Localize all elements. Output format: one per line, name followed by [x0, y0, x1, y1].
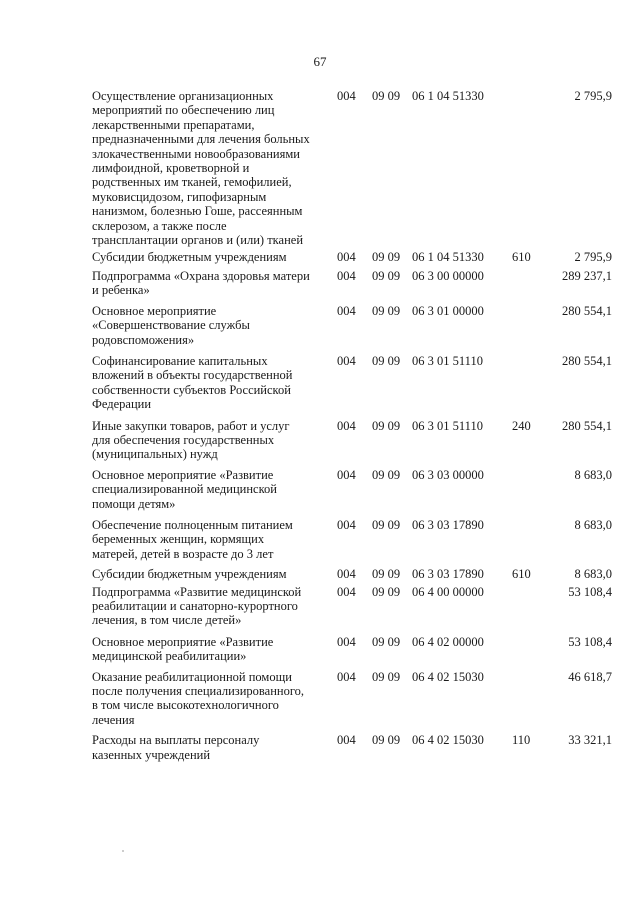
ministry-code: 004 — [337, 733, 356, 748]
section-code: 09 09 — [372, 634, 401, 649]
table-row — [92, 269, 612, 298]
section-code: 09 09 — [372, 584, 401, 599]
item-name: Обеспечение полноценным питанием беременных женщин, кормящих матерей, детей в возрасте до 3 лет — [92, 517, 293, 561]
section-code: 09 09 — [372, 517, 401, 532]
table-row — [92, 250, 612, 264]
amount: 46 618,7 — [568, 669, 612, 684]
item-name: Основное мероприятие «Развитие медицинской реабилитации» — [92, 634, 274, 664]
section-code: 09 09 — [372, 567, 401, 582]
ministry-code: 004 — [337, 634, 356, 649]
table-row — [92, 585, 612, 628]
amount: 53 108,4 — [568, 584, 612, 599]
program-code: 06 3 01 00000 — [412, 303, 484, 318]
amount: 8 683,0 — [574, 517, 612, 532]
program-code: 06 3 01 51110 — [412, 353, 483, 368]
item-name: Расходы на выплаты персоналу казенных учреждений — [92, 733, 260, 762]
section-code: 09 09 — [372, 418, 401, 433]
section-code: 09 09 — [372, 467, 401, 482]
amount: 280 554,1 — [562, 353, 612, 368]
budget-table — [92, 89, 612, 762]
amount: 8 683,0 — [574, 467, 612, 482]
item-name: Софинансирование капитальных вложений в объекты государственной собственности субъектов Российской Федерации — [92, 353, 293, 412]
program-code: 06 4 02 15030 — [412, 669, 484, 684]
item-name: Основное мероприятие «Развитие специализированной медицинской помощи детям» — [92, 467, 277, 511]
expense-type-code: 610 — [512, 250, 531, 265]
item-name: Иные закупки товаров, работ и услуг для обеспечения государственных (муниципальных) нужд — [92, 418, 290, 462]
ministry-code: 004 — [337, 669, 356, 684]
table-row — [92, 304, 612, 347]
program-code: 06 3 03 17890 — [412, 567, 484, 582]
section-code: 09 09 — [372, 353, 401, 368]
ministry-code: 004 — [337, 303, 356, 318]
table-row — [92, 733, 612, 762]
amount: 8 683,0 — [574, 567, 612, 582]
program-code: 06 4 02 00000 — [412, 634, 484, 649]
item-name: Субсидии бюджетным учреждениям — [92, 250, 287, 265]
amount: 289 237,1 — [562, 268, 612, 283]
program-code: 06 3 03 00000 — [412, 467, 484, 482]
ministry-code: 004 — [337, 567, 356, 582]
table-row — [92, 635, 612, 664]
program-code: 06 3 03 17890 — [412, 517, 484, 532]
section-code: 09 09 — [372, 669, 401, 684]
ministry-code: 004 — [337, 250, 356, 265]
item-name: Подпрограмма «Охрана здоровья матери и ребенка» — [92, 268, 310, 298]
program-code: 06 3 00 00000 — [412, 268, 484, 283]
ministry-code: 004 — [337, 268, 356, 283]
expense-type-code: 110 — [512, 733, 531, 748]
program-code: 06 4 02 15030 — [412, 733, 484, 748]
expense-type-code: 240 — [512, 418, 531, 433]
item-name: Субсидии бюджетным учреждениям — [92, 567, 287, 582]
table-row — [92, 419, 612, 462]
section-code: 09 09 — [372, 303, 401, 318]
expense-type-code: 610 — [512, 567, 531, 582]
table-row — [92, 354, 612, 412]
section-code: 09 09 — [372, 268, 401, 283]
section-code: 09 09 — [372, 250, 401, 265]
item-name: Оказание реабилитационной помощи после получения специализированного, в том числе высокотехнологичного лечения — [92, 669, 305, 727]
ministry-code: 004 — [337, 584, 356, 599]
scan-speck — [122, 850, 124, 852]
ministry-code: 004 — [337, 353, 356, 368]
table-row — [92, 89, 612, 247]
program-code: 06 3 01 51110 — [412, 418, 483, 433]
ministry-code: 004 — [337, 467, 356, 482]
program-code: 06 4 00 00000 — [412, 584, 484, 599]
ministry-code: 004 — [337, 517, 356, 532]
section-code: 09 09 — [372, 89, 401, 103]
item-name: Основное мероприятие «Совершенствование службы родовспоможения» — [92, 303, 250, 347]
table-row — [92, 468, 612, 511]
table-row — [92, 518, 612, 561]
amount: 2 795,9 — [574, 89, 612, 103]
program-code: 06 1 04 51330 — [412, 250, 484, 265]
amount: 280 554,1 — [562, 303, 612, 318]
page-number: 67 — [313, 54, 327, 69]
amount: 280 554,1 — [562, 418, 612, 433]
table-row — [92, 670, 612, 728]
ministry-code: 004 — [337, 418, 356, 433]
item-name: Осуществление организационных мероприятий по обеспечению лиц лекарственными препаратами, предназначенными для лечения больных злокачественными новообразованиями лимфоидной, кроветворной и родственных им тканей, гемофилией, муковисцидозом, гипофизарным нанизмом, болезнью Гоше, рассеянным склерозом, а также после трансплантации органов и (или) тканей — [92, 89, 310, 248]
amount: 33 321,1 — [568, 733, 612, 748]
ministry-code: 004 — [337, 89, 356, 103]
section-code: 09 09 — [372, 733, 401, 748]
amount: 2 795,9 — [574, 250, 612, 265]
item-name: Подпрограмма «Развитие медицинской реабилитации и санаторно-курортного лечения, в том числе детей» — [92, 584, 302, 628]
program-code: 06 1 04 51330 — [412, 89, 484, 103]
table-row — [92, 567, 612, 581]
amount: 53 108,4 — [568, 634, 612, 649]
